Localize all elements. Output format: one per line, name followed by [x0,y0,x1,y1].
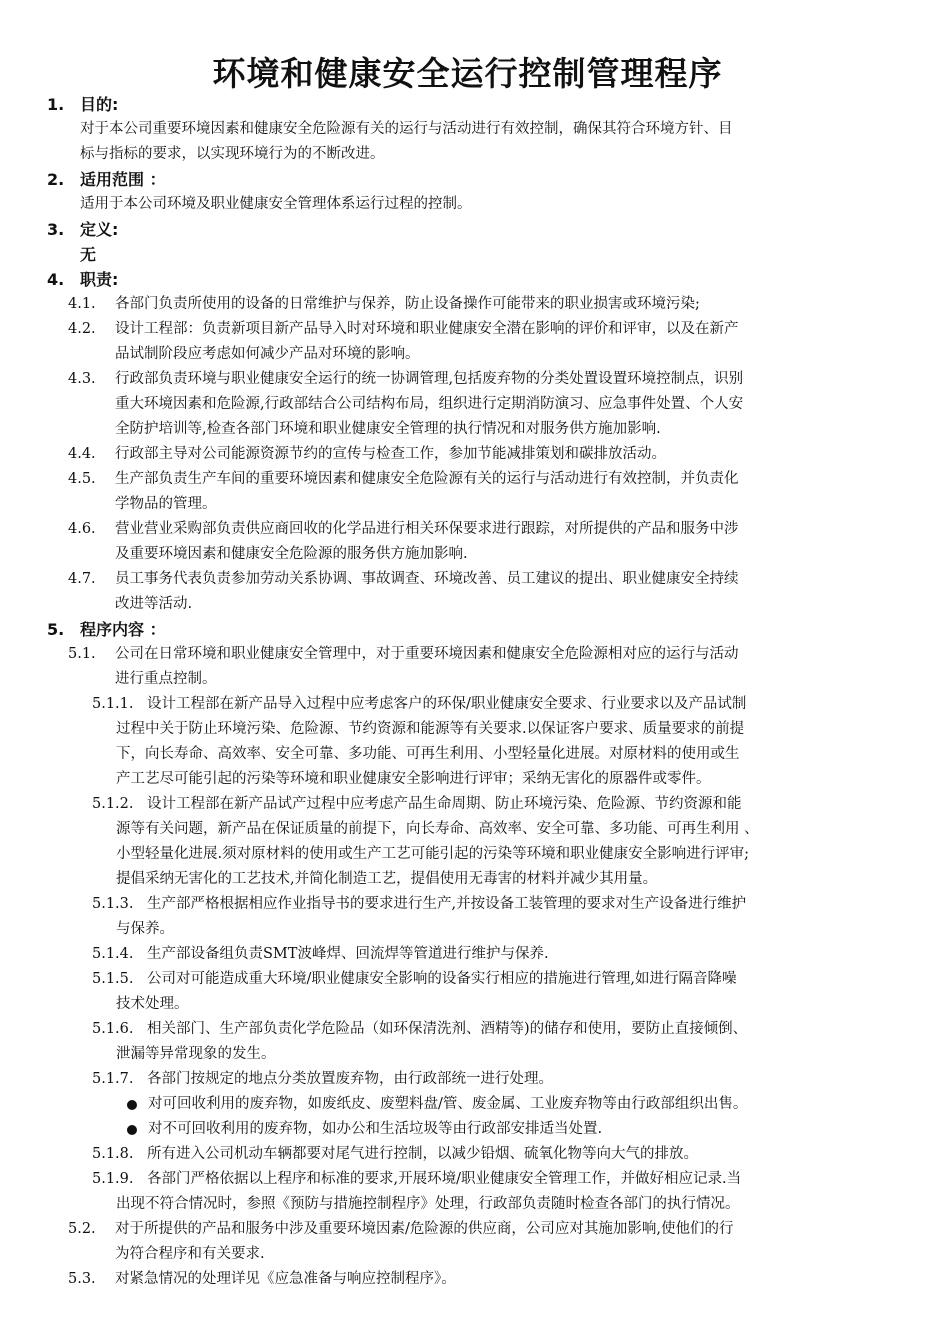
paragraph-line: 进行重点控制。 [115,671,217,687]
section-2-body [80,192,472,217]
section-number: 3. [47,220,65,239]
item-number: 4.3. [68,371,96,387]
paragraph-line: 设计工程部：负责新项目新产品导入时对环境和职业健康安全潜在影响的评价和评审，以及在新产 [115,321,739,337]
section-title: 目的: [80,95,119,114]
item-number: 4.1. [68,296,96,312]
item-number: 4.7. [68,571,96,587]
paragraph-line: 员工事务代表负责参加劳动关系协调、事故调查、环境改善、员工建议的提出、职业健康安全持续 [115,571,739,587]
item-number: 4.5. [68,471,96,487]
paragraph-line: 对于所提供的产品和服务中涉及重要环境因素/危险源的供应商，公司应对其施加影响,使他们的行 [115,1221,734,1237]
paragraph-line: 营业营业采购部负责供应商回收的化学品进行相关环保要求进行跟踪，对所提供的产品和服务中涉 [115,521,739,537]
paragraph-line: 品试制阶段应考虑如何减少产品对环境的影响。 [115,346,420,362]
bullet-text: 对不可回收利用的废弃物，如办公和生活垃圾等由行政部安排适当处置. [148,1121,603,1137]
item-number: 5.1.8. [92,1146,134,1162]
paragraph-line: 出现不符合情况时，参照《预防与措施控制程序》处理，行政部负责随时检查各部门的执行情况。 [116,1196,740,1212]
paragraph-line: 改进等活动. [115,596,193,612]
paragraph-line: 公司在日常环境和职业健康安全管理中，对于重要环境因素和健康安全危险源相对应的运行与活动 [115,646,739,662]
item-number: 5.1.4. [92,946,134,962]
item-number: 5.1.9. [92,1171,134,1187]
section-3-body [80,242,96,267]
section-1-body [80,117,733,167]
paragraph-line: 设计工程部在新产品导入过程中应考虑客户的环保/职业健康安全要求、行业要求以及产品试制 [147,696,747,712]
paragraph-line: 无 [80,245,97,264]
section-title: 定义: [80,220,119,239]
paragraph-line: 生产部设备组负责SMT波峰焊、回流焊等管道进行维护与保养. [147,946,549,962]
item-number: 5.1. [68,646,96,662]
paragraph-line: 小型轻量化进展.须对原材料的使用或生产工艺可能引起的污染等环境和职业健康安全影响进行评审; [116,846,749,862]
item-number: 5.2. [68,1221,96,1237]
paragraph-line: 行政部负责环境与职业健康安全运行的统一协调管理,包括废弃物的分类处置设置环境控制点，识别 [115,371,744,387]
bullet-icon [127,1125,137,1135]
paragraph-line: 全防护培训等,检查各部门环境和职业健康安全管理的执行情况和对服务供方施加影响. [115,421,661,437]
section-title: 职责: [80,270,119,289]
paragraph-line: 提倡采纳无害化的工艺技术,并简化制造工艺，提倡使用无毒害的材料并减少其用量。 [116,871,658,887]
item-number: 5.1.5. [92,971,134,987]
paragraph-line: 学物品的管理。 [115,496,217,512]
item-number: 5.1.6. [92,1021,134,1037]
paragraph-line: 各部门负责所使用的设备的日常维护与保养，防止设备操作可能带来的职业损害或环境污染; [115,296,700,312]
item-number: 5.3. [68,1271,96,1287]
paragraph-line: 过程中关于防止环境污染、危险源、节约资源和能源等有关要求.以保证客户要求、质量要求的前提 [116,721,745,737]
paragraph-line: 对紧急情况的处理详见《应急准备与响应控制程序》。 [115,1271,456,1287]
paragraph-line: 泄漏等异常现象的发生。 [116,1046,276,1062]
paragraph-line: 设计工程部在新产品试产过程中应考虑产品生命周期、防止环境污染、危险源、节约资源和能 [147,796,742,812]
paragraph-line: 下，向长寿命、高效率、安全可靠、多功能、可再生利用、小型轻量化进展。对原材料的使用或生 [116,746,740,762]
paragraph-line: 产工艺尽可能引起的污染等环境和职业健康安全影响进行评审；采纳无害化的原器件或零件。 [116,771,711,787]
paragraph-line: 各部门严格依据以上程序和标准的要求,开展环境/职业健康安全管理工作，并做好相应记录.当 [147,1171,742,1187]
section-title: 程序内容 ： [80,620,166,639]
bullet-icon [127,1100,137,1110]
section-number: 1. [47,95,65,114]
paragraph-line: 对于本公司重要环境因素和健康安全危险源有关的运行与活动进行有效控制，确保其符合环境方针、目 [80,121,733,137]
paragraph-line: 所有进入公司机动车辆都要对尾气进行控制，以减少铅烟、硫氧化物等向大气的排放。 [147,1146,698,1162]
page-title: 环境和健康安全运行控制管理程序 [212,54,723,93]
paragraph-line: 标与指标的要求，以实现环境行为的不断改进。 [80,146,385,162]
item-number: 4.4. [68,446,96,462]
item-number: 5.1.2. [92,796,134,812]
section-number: 5. [47,620,65,639]
item-number: 4.2. [68,321,96,337]
paragraph-line: 生产部严格根据相应作业指导书的要求进行生产,并按设备工装管理的要求对生产设备进行维护 [147,896,747,912]
section-number: 2. [47,170,65,189]
item-number: 4.6. [68,521,96,537]
paragraph-line: 为符合程序和有关要求. [115,1246,265,1262]
paragraph-line: 与保养。 [116,921,174,937]
section-title: 适用范围 ： [80,170,166,189]
item-number: 5.1.7. [92,1071,134,1087]
paragraph-line: 公司对可能造成重大环境/职业健康安全影响的设备实行相应的措施进行管理,如进行隔音降噪 [147,971,737,987]
section-number: 4. [47,270,65,289]
paragraph-line: 相关部门、生产部负责化学危险品（如环保清洗剂、酒精等)的储存和使用，要防止直接倾倒、 [147,1021,748,1037]
item-number: 5.1.1. [92,696,134,712]
item-number: 5.1.3. [92,896,134,912]
paragraph-line: 及重要环境因素和健康安全危险源的服务供方施加影响. [115,546,468,562]
paragraph-line: 各部门按规定的地点分类放置废弃物，由行政部统一进行处理。 [147,1071,553,1087]
paragraph-line: 重大环境因素和危险源,行政部结合公司结构布局，组织进行定期消防演习、应急事件处置、个人安 [115,396,744,412]
paragraph-line: 行政部主导对公司能源资源节约的宣传与检查工作，参加节能减排策划和碳排放活动。 [115,446,666,462]
paragraph-line: 源等有关问题，新产品在保证质量的前提下，向长寿命、高效率、安全可靠、多功能、可再生利用 、 [116,821,759,837]
paragraph-line: 生产部负责生产车间的重要环境因素和健康安全危险源有关的运行与活动进行有效控制，并负责化 [115,471,739,487]
paragraph-line: 适用于本公司环境及职业健康安全管理体系运行过程的控制。 [80,196,472,212]
bullet-text: 对可回收利用的废弃物，如废纸皮、废塑料盘/管、废金属、工业废弃物等由行政部组织出售。 [148,1096,748,1112]
paragraph-line: 技术处理。 [116,996,189,1012]
